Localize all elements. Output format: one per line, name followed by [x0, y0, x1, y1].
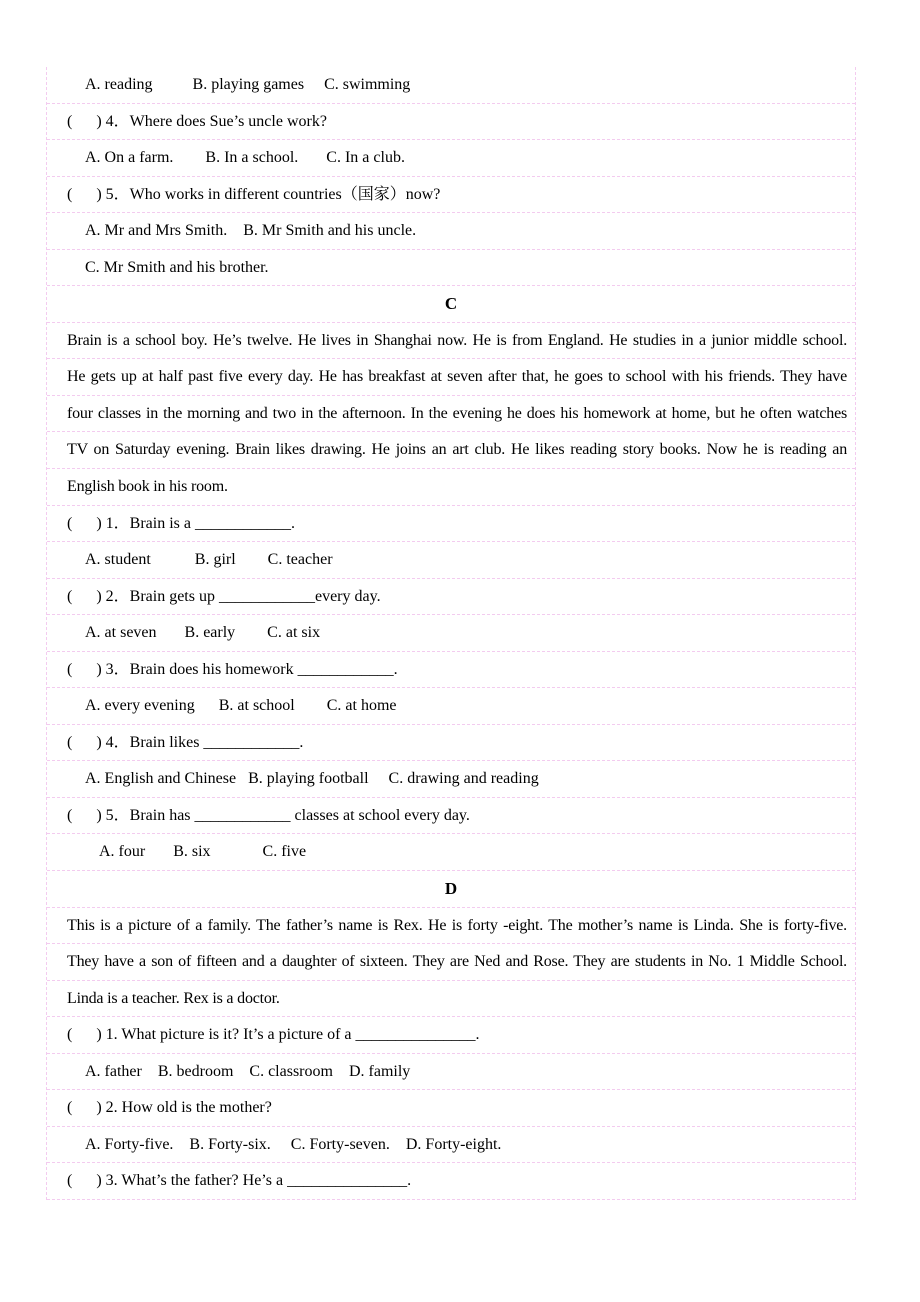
question-line: ( ) 3. What’s the father? He’s a _______________. — [47, 1163, 855, 1200]
question-line: ( ) 2．Brain gets up ____________every day. — [47, 579, 855, 616]
passage-line: He gets up at half past five every day. He has breakfast at seven after that, he goes to school with his friends. They have — [47, 359, 855, 396]
question-line: ( ) 1．Brain is a ____________. — [47, 506, 855, 543]
passage-line: This is a picture of a family. The father’s name is Rex. He is forty -eight. The mother’s name is Linda. She is forty-five. — [47, 908, 855, 945]
option-line: A. four B. six C. five — [47, 834, 855, 871]
question-line: ( ) 4．Where does Sue’s uncle work? — [47, 104, 855, 141]
option-line: A. student B. girl C. teacher — [47, 542, 855, 579]
section-heading: C — [47, 286, 855, 323]
option-line: A. reading B. playing games C. swimming — [47, 67, 855, 104]
question-line: ( ) 5．Brain has ____________ classes at school every day. — [47, 798, 855, 835]
option-line: A. father B. bedroom C. classroom D. family — [47, 1054, 855, 1091]
passage-line: four classes in the morning and two in the afternoon. In the evening he does his homework at home, but he often watches — [47, 396, 855, 433]
passage-line: TV on Saturday evening. Brain likes drawing. He joins an art club. He likes reading story books. Now he is reading an — [47, 432, 855, 469]
question-line: ( ) 5．Who works in different countries（国家）now? — [47, 177, 855, 214]
option-line: A. Mr and Mrs Smith. B. Mr Smith and his uncle. — [47, 213, 855, 250]
option-line: A. On a farm. B. In a school. C. In a club. — [47, 140, 855, 177]
passage-line: English book in his room. — [47, 469, 855, 506]
worksheet — [46, 67, 856, 1200]
option-line: A. at seven B. early C. at six — [47, 615, 855, 652]
question-line: ( ) 1. What picture is it? It’s a picture of a _______________. — [47, 1017, 855, 1054]
question-line: ( ) 4．Brain likes ____________. — [47, 725, 855, 762]
question-line: ( ) 3．Brain does his homework ____________. — [47, 652, 855, 689]
option-line: C. Mr Smith and his brother. — [47, 250, 855, 287]
passage-line: They have a son of fifteen and a daughter of sixteen. They are Ned and Rose. They are students in No. 1 Middle School. — [47, 944, 855, 981]
section-heading: D — [47, 871, 855, 908]
passage-line: Linda is a teacher. Rex is a doctor. — [47, 981, 855, 1018]
option-line: A. English and Chinese B. playing football C. drawing and reading — [47, 761, 855, 798]
question-line: ( ) 2. How old is the mother? — [47, 1090, 855, 1127]
passage-line: Brain is a school boy. He’s twelve. He lives in Shanghai now. He is from England. He studies in a junior middle school. — [47, 323, 855, 360]
option-line: A. every evening B. at school C. at home — [47, 688, 855, 725]
option-line: A. Forty-five. B. Forty-six. C. Forty-seven. D. Forty-eight. — [47, 1127, 855, 1164]
